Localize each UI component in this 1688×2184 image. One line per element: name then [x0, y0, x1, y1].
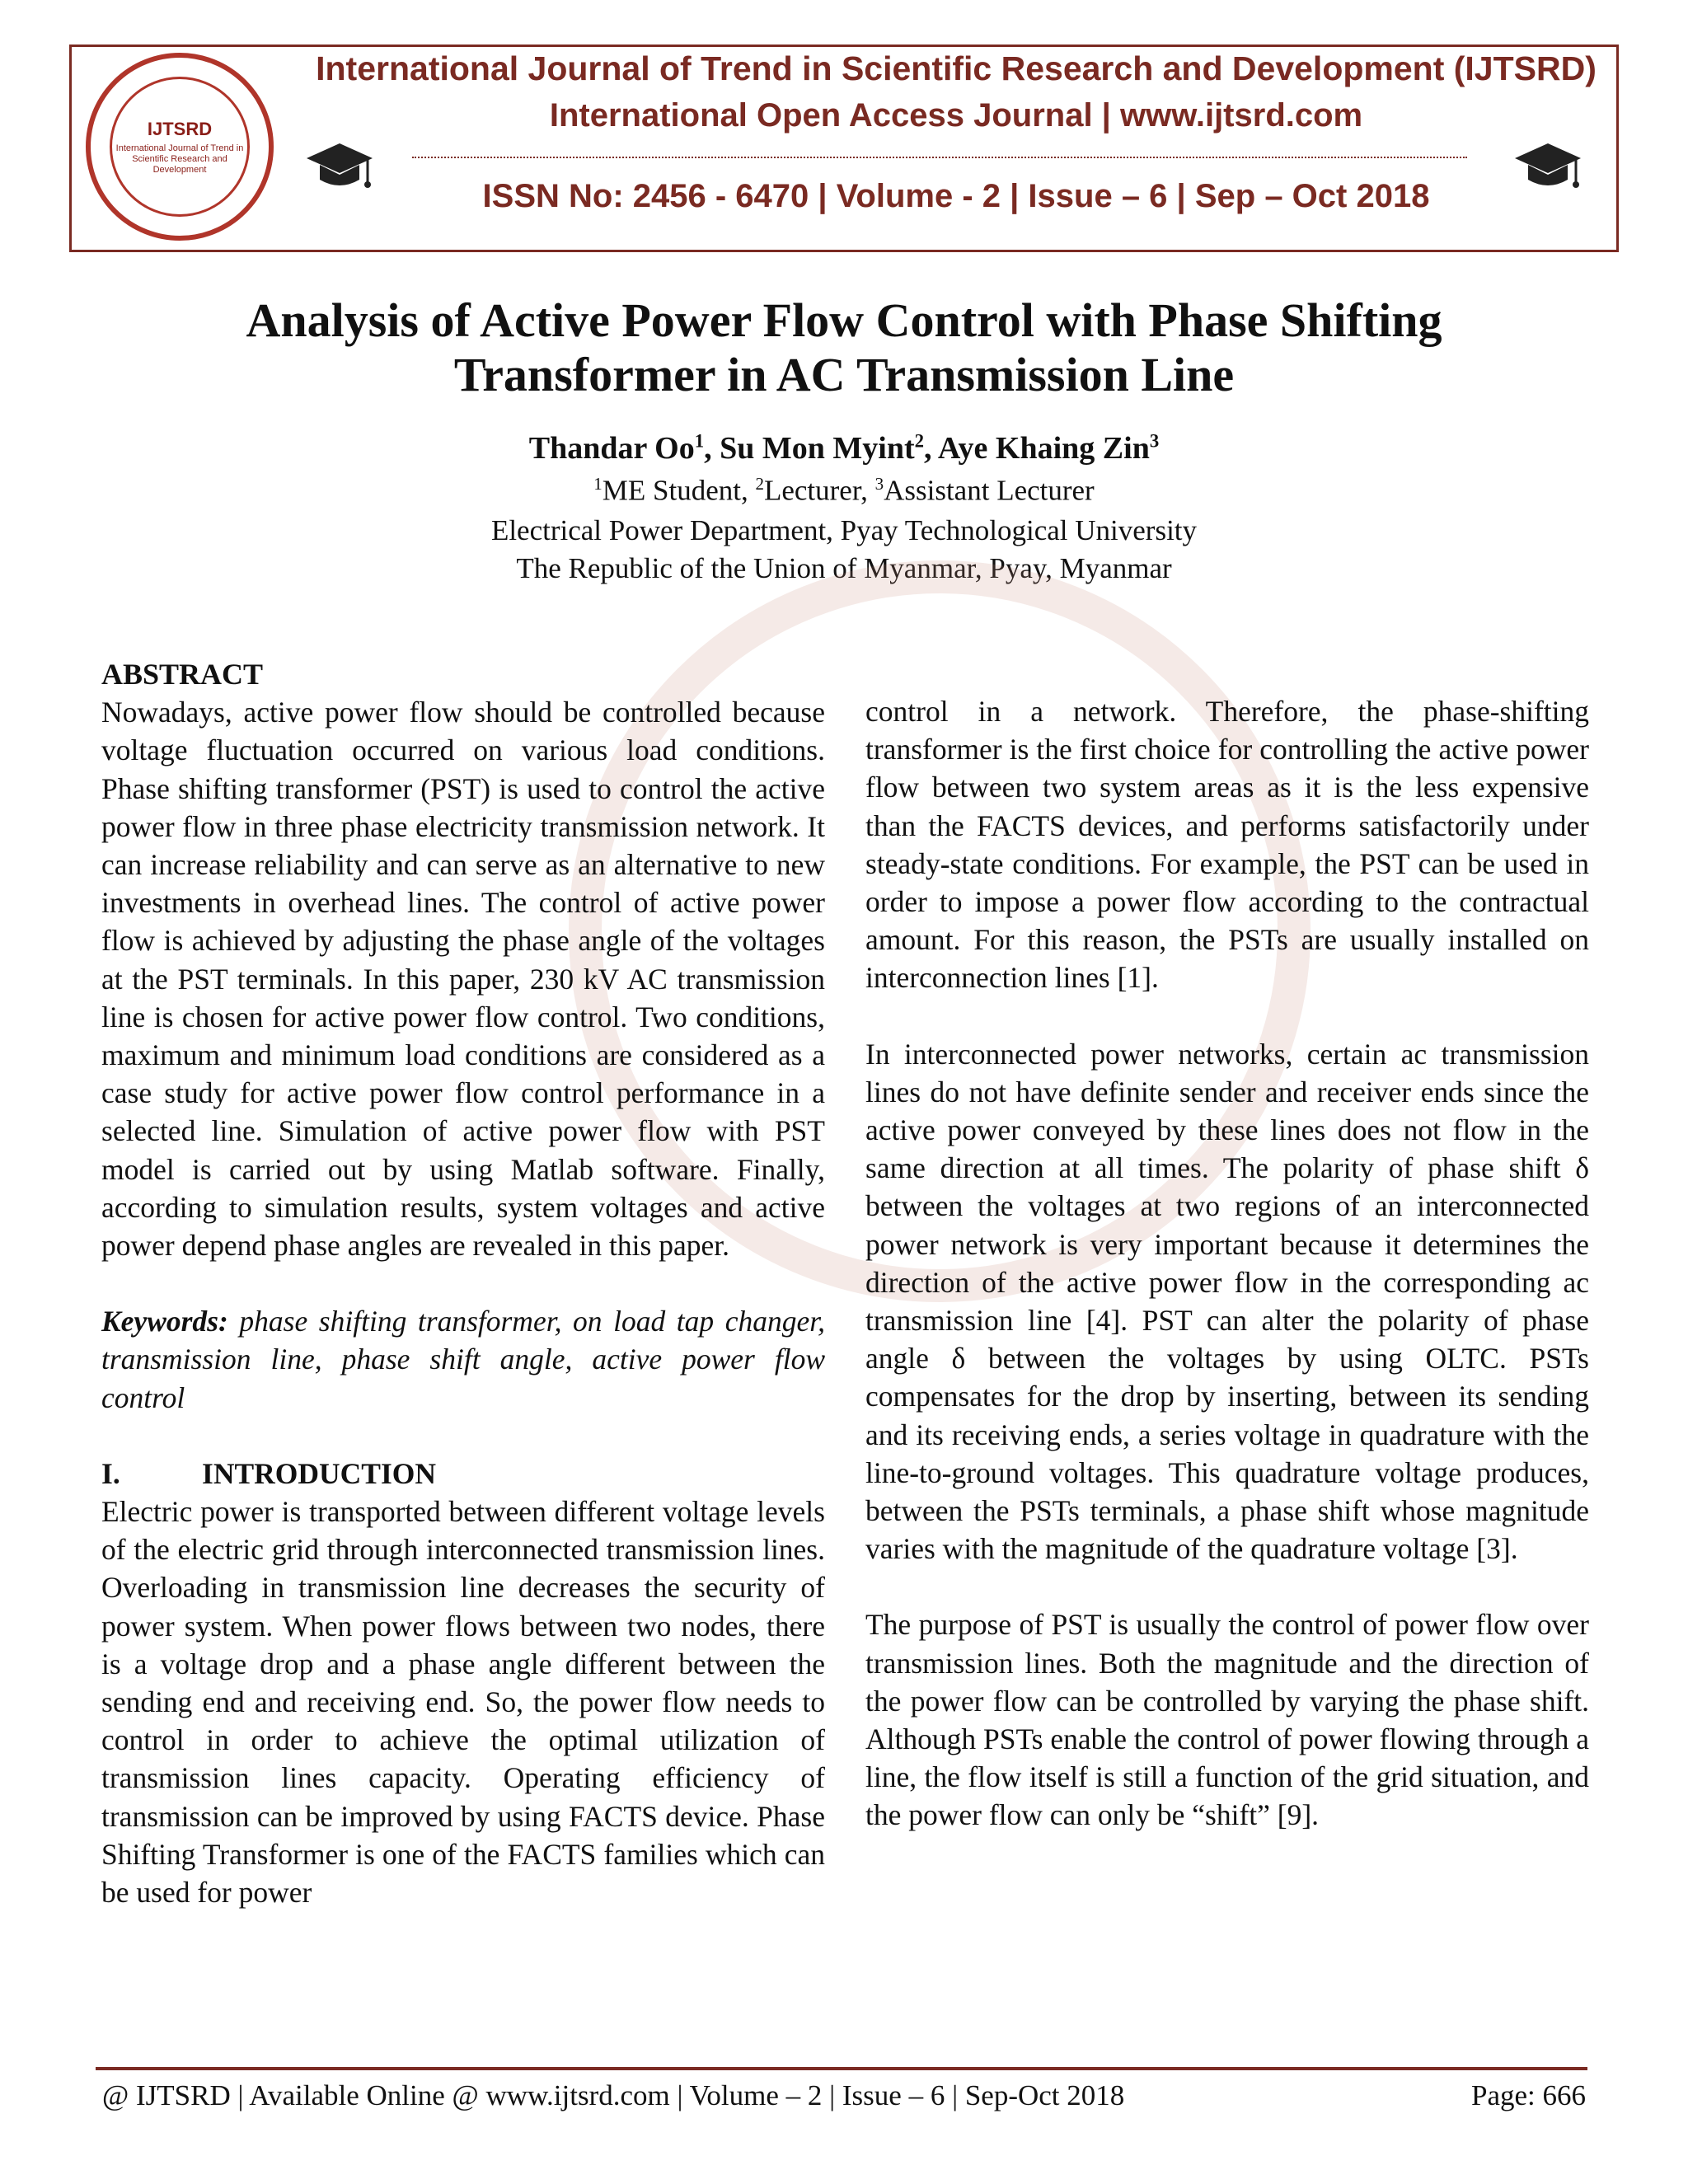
abstract-heading: ABSTRACT: [101, 658, 264, 691]
journal-name: International Journal of Trend in Scientific Research and Development (IJTSRD): [316, 49, 1597, 87]
role-sup: 3: [874, 474, 884, 494]
role-sup: 1: [593, 474, 603, 494]
introduction-paragraph-3: The purpose of PST is usually the control of power flow over transmission lines. Both the magnitude and the direction of the power flow can be controlled by varying the phase shift. Although PSTs enable the control of power flowing through a line, the flow itself is still a function of the grid situation, and the power flow can only be “shift” [9].: [865, 1608, 1589, 1832]
author-list: Thandar Oo$^1$, Su Mon Myint$^2$, Aye Khaing Zin$^3$: [528, 430, 1160, 466]
author-name: Aye Khaing Zin: [937, 431, 1150, 466]
role-text: Lecturer,: [763, 474, 875, 507]
paper-title: [132, 293, 1556, 402]
journal-issn-line: ISSN No: 2456 - 6470 | Volume - 2 | Issue – 6 | Sep – Oct 2018: [482, 178, 1430, 214]
keywords-label: Keywords:: [101, 1305, 228, 1338]
abstract-text: Nowadays, active power flow should be controlled because voltage fluctuation occurred on various load conditions. Phase shifting transformer (PST) is used to control the active power flow in three phase electricity transmission network. It can increase reliability and can serve as an alternative to new investments in overhead lines. The control of active power flow is achieved by adjusting the phase angle of the voltages at the PST terminals. In this paper, 230 kV AC transmission line is chosen for active power flow control. Two conditions, maximum and minimum load conditions are considered as a case study for active power flow control performance in a selected line. Simulation of active power flow with PST model is carried out by using Matlab software. Finally, according to simulation results, system voltages and active power depend phase angles are revealed in this paper.: [101, 696, 825, 1263]
introduction-paragraph-1: Electric power is transported between different voltage levels of the electric grid through interconnected transmission lines. Overloading in transmission line decreases the security of power system. When power flows between two nodes, there is a voltage drop and a phase angle different between the sending end and receiving end. So, the power flow needs to control in order to achieve the optimal utilization of transmission lines capacity. Operating efficiency of transmission can be improved by using FACTS device. Phase Shifting Transformer is one of the FACTS families which can be used for power: [101, 1495, 825, 1910]
author-sup: 2: [914, 430, 925, 452]
role-text: Assistant Lecturer: [884, 474, 1095, 507]
graduation-cap-icon: [305, 137, 374, 206]
author-name: Su Mon Myint: [720, 431, 915, 466]
footer-info: @ IJTSRD | Available Online @ www.ijtsrd.com | Volume – 2 | Issue – 6 | Sep-Oct 2018: [102, 2079, 1125, 2111]
author-name: Thandar Oo: [528, 431, 695, 466]
affiliation-country: The Republic of the Union of Myanmar, Pyay, Myanmar: [516, 552, 1172, 584]
seal-abbr: IJTSRD: [147, 118, 213, 139]
keywords-text: phase shifting transformer, on load tap changer, transmission line, phase shift angle, active power flow control: [101, 1305, 825, 1414]
keywords: [101, 1302, 825, 1417]
header-divider: [412, 157, 1467, 158]
right-column: [865, 692, 1589, 1835]
section-title: INTRODUCTION: [202, 1456, 437, 1490]
graduation-cap-icon: [1513, 137, 1582, 206]
seal-text: International Journal of Trend in Scientific Research and Development: [115, 143, 244, 175]
author-sup: 3: [1149, 430, 1160, 452]
author-sup: 1: [694, 430, 705, 452]
introduction-paragraph-1-continued: control in a network. Therefore, the phase-shifting transformer is the first choice for controlling the active power flow between two system areas as it is the less expensive than the FACTS devices, and performs satisfactorily under steady-state conditions. For example, the PST can be used in order to impose a power flow according to the contractual amount. For this reason, the PSTs are usually installed on interconnection lines [1].: [865, 695, 1589, 995]
role-sup: 2: [755, 474, 764, 494]
section-number: I.: [101, 1456, 120, 1490]
introduction-paragraph-2: In interconnected power networks, certain ac transmission lines do not have definite sender and receiver ends since the active power conveyed by these lines does not flow in the same direction at all times. The polarity of phase shift δ between the voltages at two regions of an interconnected power network is very important because it determines the direction of the active power flow in the corresponding ac transmission line [4]. PST can alter the polarity of phase angle δ between the voltages by using OLTC. PSTs compensates for the drop by inserting, between its sending and its receiving ends, a series voltage in quadrature with the line-to-ground voltages. This quadrature voltage produces, between the PSTs terminals, a phase shift whose magnitude varies with the magnitude of the quadrature voltage [3].: [865, 1037, 1589, 1566]
author-roles: [0, 474, 1688, 508]
journal-access-line: International Open Access Journal | www.ijtsrd.com: [549, 97, 1363, 134]
paper-title-line-1: Analysis of Active Power Flow Control with Phase Shifting: [246, 293, 1442, 347]
journal-seal-logo: [86, 53, 274, 241]
role-text: ME Student,: [602, 474, 756, 507]
introduction-heading: [101, 1455, 825, 1493]
page-footer: [102, 2079, 1586, 2112]
page-number: Page: 666: [1470, 2079, 1586, 2111]
footer-rule: [96, 2067, 1587, 2070]
paper-title-line-2: Transformer in AC Transmission Line: [453, 348, 1235, 401]
affiliation-department: Electrical Power Department, Pyay Technological University: [490, 514, 1198, 546]
left-column: [101, 655, 825, 1911]
